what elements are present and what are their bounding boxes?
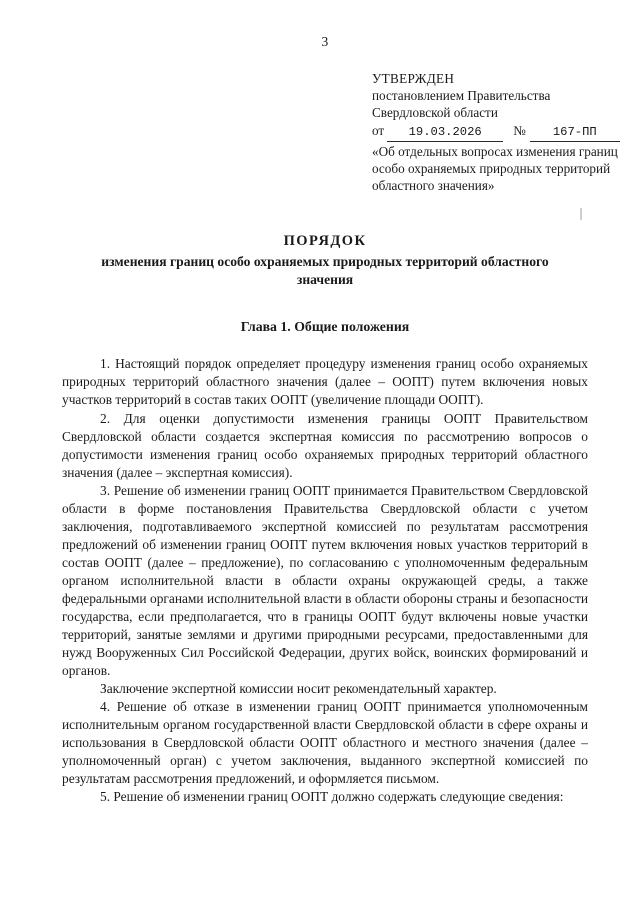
approval-date-number-row xyxy=(372,122,640,142)
approval-line-2: Свердловской области xyxy=(372,105,498,121)
page-subtitle: изменения границ особо охраняемых природных территорий областного значения xyxy=(101,254,549,288)
date-label: от xyxy=(372,123,385,139)
approval-document-title: «Об отдельных вопросах изменения границ особо охраняемых природных территорий областного значения» xyxy=(372,144,618,194)
paragraph: Заключение экспертной комиссии носит рекомендательный характер. xyxy=(100,680,497,696)
body-text xyxy=(62,355,588,806)
approval-line-1: постановлением Правительства xyxy=(372,88,551,104)
title-block xyxy=(62,233,588,289)
paragraph: 2. Для оценки допустимости изменения границы ООПТ Правительством Свердловской области создается экспертная комиссия по рассмотрению вопросов о допустимости изменения границ особо охраняемых природных территорий областного значения (далее – экспертная комиссия). xyxy=(62,410,588,480)
page-title: ПОРЯДОК xyxy=(283,233,367,249)
paragraph: 1. Настоящий порядок определяет процедуру изменения границ особо охраняемых природных территорий областного значения (далее – ООПТ) путем включения новых участков территорий в состав таких ООПТ (увеличение площади ООПТ). xyxy=(62,356,588,408)
page-number: 3 xyxy=(321,34,329,49)
paragraph: 3. Решение об изменении границ ООПТ принимается Правительством Свердловской области в форме постановления Правительства Свердловской области с учетом заключения, подготавливаемого экспертной комиссией по результатам рассмотрения предложений об изменении границ ООПТ путем включения новых участков территорий в состав ООПТ (далее – предложение), по согласованию с уполномоченным федеральным органом исполнительной власти в области охраны окружающей среды, а также федеральными органами исполнительной власти в области обороны страны и безопасности государства, если предполагается, что в границы ООПТ будут включены новые участки территорий, занятые землями и другими природными ресурсами, предоставленными для нужд Вооруженных Сил Российской Федерации, других войск, воинских формирований и органов. xyxy=(62,482,588,678)
number-label: № xyxy=(513,123,526,139)
approval-block xyxy=(372,70,640,195)
number-value: 167-ПП xyxy=(530,125,620,142)
approval-heading: УТВЕРЖДЕН xyxy=(372,71,455,86)
chapter-heading: Глава 1. Общие положения xyxy=(240,319,410,335)
date-value: 19.03.2026 xyxy=(387,125,503,142)
paragraph: 4. Решение об отказе в изменении границ ООПТ принимается уполномоченным исполнительным органом государственной власти Свердловской области в сфере охраны и использования в Свердловской области ООПТ областного и местного значения (далее – уполномоченный орган) с учетом заключения, выданного экспертной комиссией по результатам рассмотрения предложений, и оформляется письмом. xyxy=(62,699,588,787)
paragraph: 5. Решение об изменении границ ООПТ должно содержать следующие сведения: xyxy=(100,789,564,805)
scan-artifact xyxy=(580,208,582,220)
